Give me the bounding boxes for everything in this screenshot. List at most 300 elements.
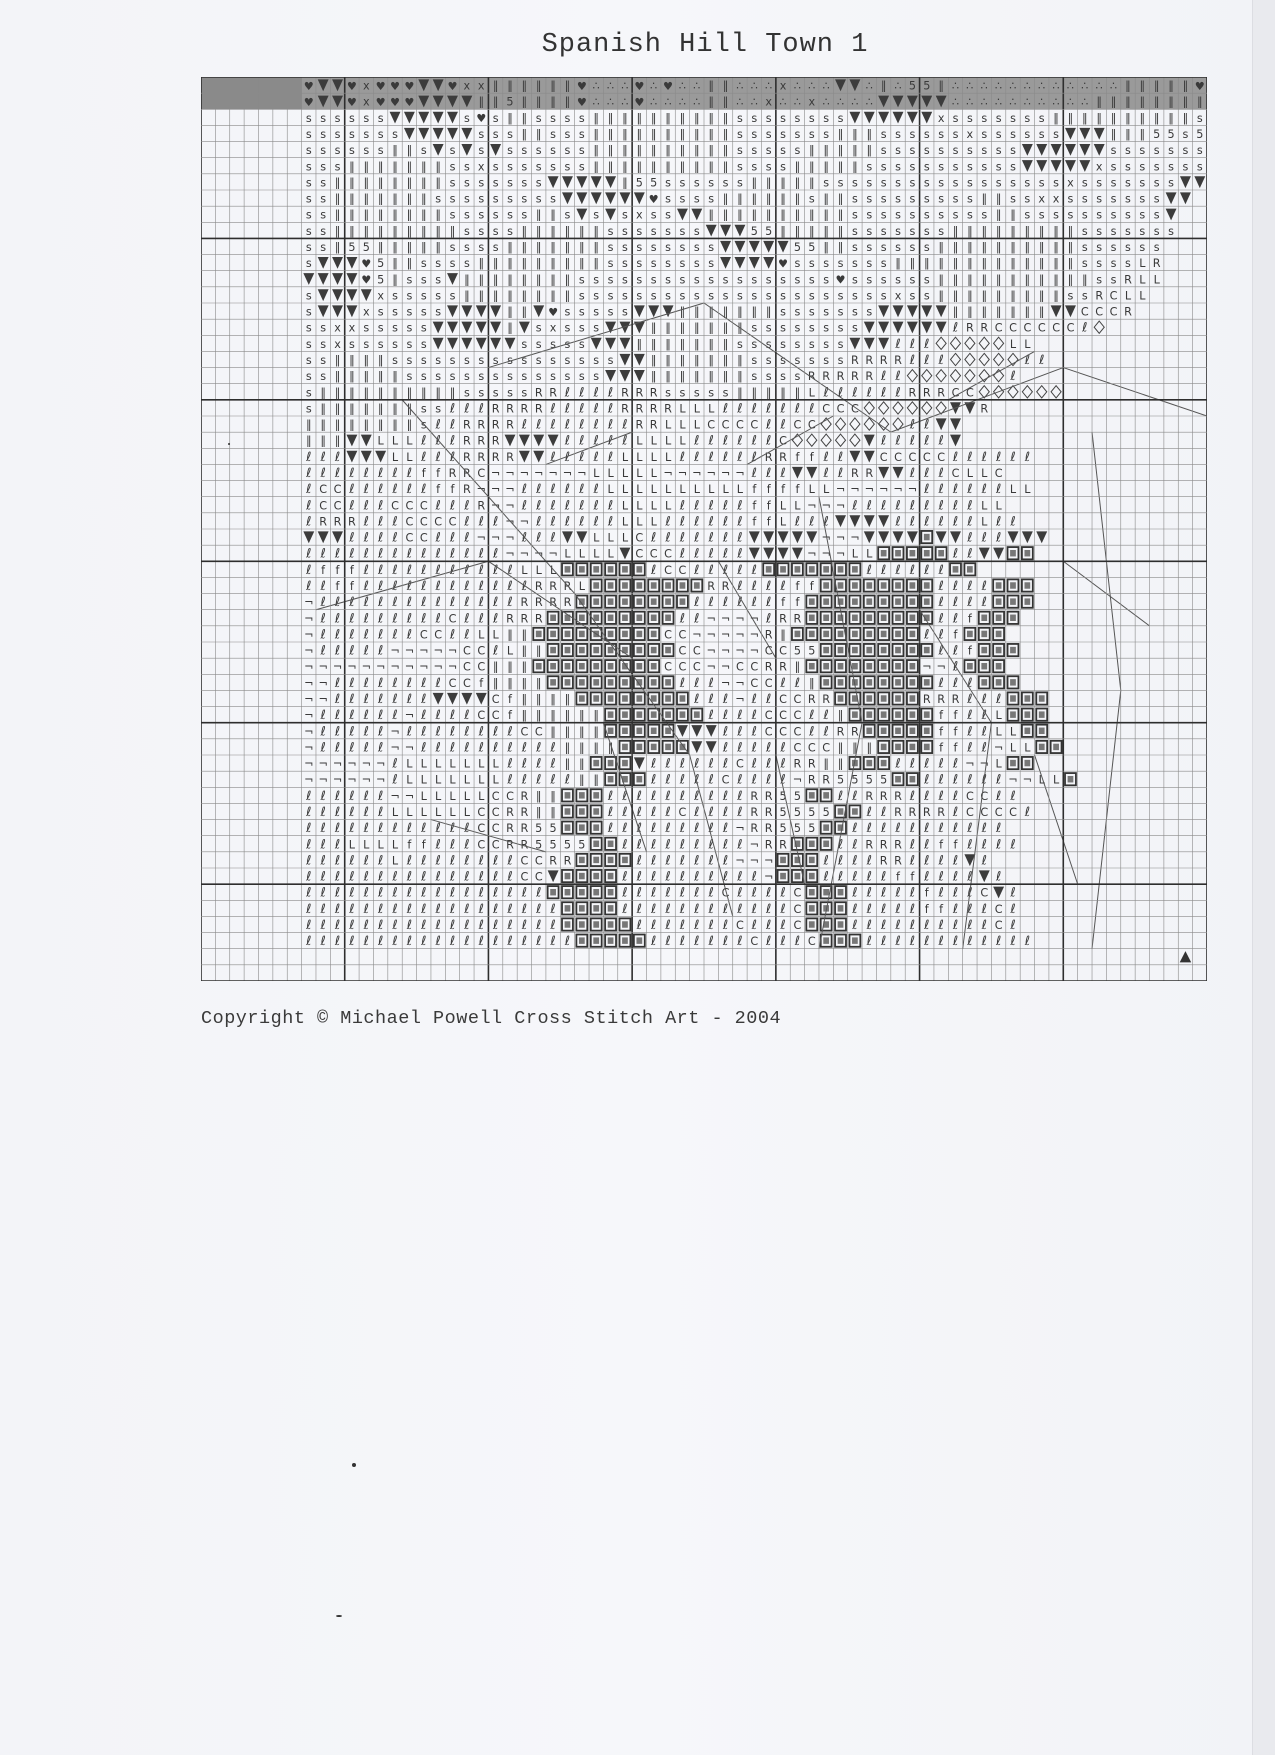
stitch-symbol: ℓ xyxy=(464,562,470,578)
stitch-symbol xyxy=(1039,728,1045,734)
stitch-symbol: ‖ xyxy=(521,257,528,271)
stitch-symbol xyxy=(579,889,585,895)
stitch-symbol: ℓ xyxy=(435,708,441,724)
stitch-symbol: R xyxy=(879,789,888,803)
stitch-symbol: ℓ xyxy=(737,595,743,611)
stitch-symbol: ℓ xyxy=(866,901,872,917)
stitch-symbol: ‖ xyxy=(550,725,556,739)
stitch-symbol: s xyxy=(420,273,427,287)
stitch-symbol: s xyxy=(363,337,370,351)
stitch-symbol: s xyxy=(665,208,671,222)
stitch-symbol xyxy=(593,841,599,847)
stitch-symbol xyxy=(809,792,815,798)
stitch-symbol: s xyxy=(851,176,858,190)
stitch-symbol xyxy=(879,402,889,414)
stitch-symbol: ℓ xyxy=(435,837,441,853)
stitch-symbol: ¬ xyxy=(749,854,759,868)
stitch-symbol: ℓ xyxy=(952,853,959,869)
stitch-symbol: s xyxy=(895,241,901,255)
stitch-symbol: ℓ xyxy=(636,885,642,901)
stitch-symbol: ℓ xyxy=(334,788,341,804)
stitch-symbol xyxy=(823,615,829,621)
stitch-symbol: ℓ xyxy=(665,514,671,530)
stitch-symbol: s xyxy=(593,305,600,319)
stitch-symbol: ℓ xyxy=(995,788,1002,804)
stitch-symbol: ‖ xyxy=(377,370,384,384)
stitch-symbol: ‖ xyxy=(607,741,614,755)
stitch-symbol: R xyxy=(894,354,902,368)
stitch-symbol xyxy=(922,370,932,382)
stitch-symbol xyxy=(823,679,829,685)
stitch-symbol: ℓ xyxy=(435,901,441,917)
stitch-symbol: ¬ xyxy=(763,870,774,884)
stitch-symbol: ℓ xyxy=(349,546,355,562)
stitch-symbol: s xyxy=(305,370,312,384)
stitch-symbol xyxy=(608,695,614,701)
stitch-symbol xyxy=(591,338,602,350)
stitch-symbol: ‖ xyxy=(334,434,341,448)
stitch-symbol: ℓ xyxy=(550,756,556,772)
stitch-symbol: s xyxy=(435,257,442,271)
stitch-symbol xyxy=(651,598,657,604)
stitch-symbol: R xyxy=(319,515,328,529)
stitch-symbol xyxy=(680,598,686,604)
stitch-symbol: ℓ xyxy=(722,401,729,417)
stitch-symbol: ℓ xyxy=(938,482,944,498)
stitch-symbol: ‖ xyxy=(967,241,973,255)
stitch-symbol xyxy=(519,435,530,447)
stitch-symbol: ‖ xyxy=(694,337,700,351)
stitch-symbol xyxy=(1051,144,1062,156)
stitch-symbol xyxy=(1010,550,1016,556)
stitch-symbol xyxy=(924,679,930,685)
stitch-symbol: ‖ xyxy=(406,386,413,400)
stitch-symbol: ℓ xyxy=(1010,918,1016,934)
stitch-symbol: ℓ xyxy=(737,449,743,465)
stitch-symbol xyxy=(866,631,872,637)
stitch-symbol: s xyxy=(737,128,743,142)
stitch-symbol: L xyxy=(478,789,485,803)
stitch-symbol: ℓ xyxy=(967,708,973,724)
stitch-symbol xyxy=(950,353,960,365)
stitch-symbol: L xyxy=(406,434,413,448)
stitch-symbol xyxy=(910,631,916,637)
stitch-symbol xyxy=(1010,679,1016,685)
stitch-symbol: C xyxy=(994,902,1003,916)
stitch-symbol: ∴ xyxy=(966,79,974,93)
stitch-symbol: L xyxy=(435,806,442,820)
stitch-symbol: ℓ xyxy=(809,708,815,724)
stitch-symbol: ‖ xyxy=(679,337,686,351)
stitch-symbol: s xyxy=(535,144,542,158)
stitch-symbol xyxy=(1166,209,1177,221)
stitch-symbol: ℓ xyxy=(406,627,413,643)
stitch-symbol: ‖ xyxy=(866,741,873,755)
stitch-symbol: s xyxy=(420,402,427,416)
stitch-symbol: s xyxy=(1139,176,1146,190)
stitch-symbol: ℓ xyxy=(507,740,513,756)
stitch-symbol: f xyxy=(421,467,426,481)
stitch-symbol: s xyxy=(507,354,513,368)
stitch-symbol: ℓ xyxy=(392,772,398,788)
stitch-symbol: ‖ xyxy=(794,192,801,206)
stitch-symbol: ℓ xyxy=(449,595,456,611)
stitch-symbol: ℓ xyxy=(622,805,628,821)
stitch-symbol: ♥ xyxy=(361,257,372,271)
stitch-symbol xyxy=(734,225,745,237)
stitch-symbol: ‖ xyxy=(349,370,355,384)
stitch-symbol: s xyxy=(909,176,916,190)
stitch-symbol: s xyxy=(550,160,557,174)
stitch-symbol xyxy=(447,322,458,334)
stitch-symbol: ‖ xyxy=(694,370,700,384)
stitch-symbol: ‖ xyxy=(636,128,643,142)
stitch-symbol: R xyxy=(822,693,831,707)
stitch-symbol: f xyxy=(967,612,972,626)
stitch-symbol xyxy=(361,451,372,463)
stitch-symbol xyxy=(809,905,815,911)
stitch-symbol xyxy=(361,289,372,301)
stitch-symbol: ℓ xyxy=(334,934,341,950)
stitch-symbol: R xyxy=(822,773,831,787)
stitch-symbol: s xyxy=(1096,176,1103,190)
stitch-symbol: C xyxy=(506,789,514,803)
stitch-symbol: s xyxy=(1081,224,1088,238)
stitch-symbol: ‖ xyxy=(607,144,614,158)
stitch-symbol: ‖ xyxy=(550,257,556,271)
stitch-symbol xyxy=(907,305,918,317)
stitch-symbol: ‖ xyxy=(708,305,714,319)
stitch-symbol: s xyxy=(1081,208,1088,222)
stitch-symbol: ℓ xyxy=(593,385,599,401)
stitch-symbol: ℓ xyxy=(924,482,930,498)
stitch-symbol: ¬ xyxy=(792,773,803,787)
stitch-symbol: L xyxy=(607,531,614,545)
stitch-symbol: ‖ xyxy=(1182,79,1189,93)
stitch-symbol xyxy=(533,451,544,463)
stitch-symbol: ℓ xyxy=(679,901,686,917)
stitch-symbol: ℓ xyxy=(521,740,528,756)
stitch-symbol: ‖ xyxy=(622,111,628,125)
stitch-symbol xyxy=(461,128,472,140)
stitch-symbol: ‖ xyxy=(1139,79,1146,93)
stitch-symbol: s xyxy=(794,337,801,351)
stitch-symbol: ℓ xyxy=(866,885,872,901)
stitch-symbol: ℓ xyxy=(406,724,413,740)
stitch-symbol: ℓ xyxy=(363,675,369,691)
stitch-symbol xyxy=(981,615,987,621)
stitch-symbol xyxy=(734,241,745,253)
stitch-symbol: s xyxy=(808,273,815,287)
stitch-symbol: s xyxy=(348,337,355,351)
stitch-symbol xyxy=(792,467,803,479)
stitch-symbol: s xyxy=(1024,111,1031,125)
stitch-symbol: ℓ xyxy=(679,821,686,837)
stitch-symbol: ‖ xyxy=(550,289,556,303)
stitch-symbol: ‖ xyxy=(334,418,341,432)
stitch-symbol xyxy=(634,192,645,204)
stitch-symbol: ℓ xyxy=(766,772,772,788)
stitch-symbol: ∴ xyxy=(894,79,902,93)
stitch-symbol xyxy=(763,531,774,543)
stitch-symbol xyxy=(550,679,556,685)
stitch-symbol: 5 xyxy=(793,241,801,255)
stitch-symbol: ℓ xyxy=(938,885,944,901)
stitch-symbol: ℓ xyxy=(306,466,312,482)
stitch-symbol: ℓ xyxy=(464,934,470,950)
stitch-symbol: ℓ xyxy=(421,579,427,595)
stitch-symbol: ℓ xyxy=(852,901,858,917)
stitch-symbol: ℓ xyxy=(536,901,542,917)
stitch-symbol: ∴ xyxy=(1038,95,1046,109)
stitch-symbol: C xyxy=(793,741,802,755)
stitch-symbol xyxy=(950,337,960,349)
stitch-symbol: ℓ xyxy=(995,837,1002,853)
stitch-symbol: C xyxy=(750,935,759,949)
stitch-symbol: ℓ xyxy=(766,401,772,417)
stitch-symbol: ℓ xyxy=(895,821,901,837)
stitch-symbol: ‖ xyxy=(823,757,829,771)
stitch-symbol: ℓ xyxy=(622,885,628,901)
stitch-symbol: s xyxy=(751,111,758,125)
stitch-symbol: ‖ xyxy=(995,289,1002,303)
stitch-symbol: s xyxy=(808,321,815,335)
stitch-symbol: ‖ xyxy=(349,224,355,238)
stitch-symbol: s xyxy=(737,160,743,174)
stitch-symbol: L xyxy=(420,806,427,820)
stitch-symbol xyxy=(608,937,614,943)
stitch-symbol: R xyxy=(477,450,486,464)
stitch-symbol: s xyxy=(866,208,873,222)
stitch-symbol: ∴ xyxy=(951,95,960,109)
stitch-symbol: R xyxy=(894,838,902,852)
stitch-symbol xyxy=(938,550,944,556)
stitch-symbol: ¬ xyxy=(304,596,314,610)
stitch-symbol: s xyxy=(650,224,657,238)
stitch-symbol: ℓ xyxy=(651,805,657,821)
stitch-symbol: ℓ xyxy=(421,546,427,562)
stitch-symbol: ¬ xyxy=(419,660,429,674)
stitch-symbol: ℓ xyxy=(981,482,987,498)
stitch-symbol xyxy=(636,582,642,588)
page-title: Spanish Hill Town 1 xyxy=(541,30,869,60)
stitch-symbol xyxy=(608,728,614,734)
stitch-symbol: f xyxy=(766,515,771,529)
stitch-symbol: s xyxy=(1182,128,1189,142)
stitch-symbol: s xyxy=(363,128,370,142)
stitch-symbol xyxy=(694,582,700,588)
stitch-symbol: x xyxy=(463,79,471,93)
stitch-symbol: ‖ xyxy=(995,273,1002,287)
stitch-symbol: s xyxy=(751,160,758,174)
stitch-symbol: ℓ xyxy=(679,772,686,788)
stitch-symbol: ‖ xyxy=(995,192,1002,206)
stitch-symbol: 5 xyxy=(563,838,572,852)
stitch-symbol: ‖ xyxy=(593,241,600,255)
stitch-symbol: ℓ xyxy=(320,918,326,934)
stitch-symbol: s xyxy=(406,273,413,287)
stitch-symbol: s xyxy=(622,289,628,303)
center-marker-icon xyxy=(1180,951,1191,962)
stitch-symbol xyxy=(1166,192,1177,204)
stitch-symbol: ℓ xyxy=(349,853,355,869)
stitch-symbol: ‖ xyxy=(866,144,873,158)
stitch-symbol: ℓ xyxy=(377,724,384,740)
stitch-symbol: R xyxy=(348,515,356,529)
stitch-symbol: ℓ xyxy=(536,498,542,514)
stitch-symbol: s xyxy=(1110,257,1117,271)
stitch-symbol: s xyxy=(492,386,499,400)
stitch-symbol: C xyxy=(678,660,687,674)
stitch-symbol: ‖ xyxy=(535,224,542,238)
stitch-symbol: ¬ xyxy=(735,612,745,626)
stitch-symbol: ℓ xyxy=(909,821,916,837)
stitch-symbol: s xyxy=(435,370,442,384)
stitch-symbol: s xyxy=(880,289,887,303)
stitch-symbol xyxy=(895,550,901,556)
stitch-symbol: s xyxy=(866,289,873,303)
stitch-symbol: ¬ xyxy=(404,709,415,723)
stitch-symbol: ℓ xyxy=(766,918,772,934)
stitch-symbol: R xyxy=(807,757,816,771)
stitch-symbol: ℓ xyxy=(492,562,499,578)
stitch-symbol xyxy=(680,711,686,717)
stitch-symbol: ℓ xyxy=(320,885,326,901)
stitch-symbol: ℓ xyxy=(550,740,556,756)
stitch-symbol: ℓ xyxy=(593,417,599,433)
stitch-symbol xyxy=(823,824,829,830)
stitch-symbol: ℓ xyxy=(665,837,671,853)
stitch-symbol: ℓ xyxy=(694,449,700,465)
stitch-symbol: ℓ xyxy=(852,385,858,401)
stitch-symbol: ℓ xyxy=(421,611,427,627)
stitch-symbol xyxy=(490,338,501,350)
stitch-symbol: ℓ xyxy=(708,805,714,821)
stitch-symbol xyxy=(893,531,904,543)
stitch-symbol xyxy=(893,402,903,414)
stitch-symbol: ℓ xyxy=(938,643,944,659)
stitch-symbol: 5 xyxy=(650,176,658,190)
stitch-symbol: 5 xyxy=(535,838,543,852)
stitch-symbol: R xyxy=(520,822,529,836)
stitch-symbol: C xyxy=(419,531,428,545)
stitch-symbol: C xyxy=(750,660,759,674)
stitch-symbol: s xyxy=(305,337,312,351)
stitch-symbol: x xyxy=(362,79,370,93)
stitch-symbol: s xyxy=(765,321,772,335)
stitch-symbol: ∴ xyxy=(1095,79,1103,93)
stitch-symbol: ‖ xyxy=(1024,273,1031,287)
stitch-symbol: ℓ xyxy=(952,788,959,804)
stitch-symbol: R xyxy=(549,386,557,400)
stitch-symbol: R xyxy=(750,789,759,803)
stitch-symbol: ♥ xyxy=(375,79,386,93)
stitch-symbol: ℓ xyxy=(349,611,355,627)
stitch-symbol: ‖ xyxy=(492,257,499,271)
stitch-symbol: ℓ xyxy=(507,756,513,772)
stitch-symbol: ‖ xyxy=(579,224,585,238)
stitch-symbol: ‖ xyxy=(334,386,341,400)
stitch-symbol: ℓ xyxy=(909,901,916,917)
stitch-symbol: ℓ xyxy=(392,530,398,546)
stitch-symbol: ℓ xyxy=(492,514,499,530)
stitch-symbol xyxy=(579,566,585,572)
stitch-symbol: ‖ xyxy=(650,354,657,368)
stitch-symbol: L xyxy=(492,773,499,787)
stitch-symbol: ‖ xyxy=(722,160,729,174)
stitch-symbol: ℓ xyxy=(579,433,585,449)
stitch-symbol: L xyxy=(966,467,973,481)
stitch-symbol: ℓ xyxy=(967,498,973,514)
stitch-symbol: ‖ xyxy=(507,660,513,674)
stitch-symbol: L xyxy=(621,499,629,513)
stitch-symbol: s xyxy=(636,273,643,287)
stitch-symbol: 5 xyxy=(549,838,557,852)
stitch-symbol: C xyxy=(1052,321,1061,335)
stitch-symbol: s xyxy=(1139,241,1146,255)
stitch-symbol: s xyxy=(1010,176,1016,190)
stitch-symbol: f xyxy=(953,709,958,723)
stitch-symbol: s xyxy=(909,144,916,158)
stitch-symbol: ‖ xyxy=(636,111,643,125)
stitch-symbol: ℓ xyxy=(550,449,556,465)
stitch-symbol: R xyxy=(520,596,529,610)
stitch-symbol: ℓ xyxy=(967,934,973,950)
stitch-symbol: ‖ xyxy=(938,79,944,93)
stitch-symbol xyxy=(1024,760,1030,766)
stitch-symbol xyxy=(576,176,587,188)
stitch-symbol: ℓ xyxy=(967,546,973,562)
stitch-symbol: ℓ xyxy=(363,692,369,708)
stitch-symbol xyxy=(866,647,872,653)
stitch-symbol: ℓ xyxy=(1024,805,1031,821)
stitch-symbol xyxy=(996,631,1002,637)
stitch-symbol: s xyxy=(320,192,327,206)
stitch-symbol: ℓ xyxy=(708,498,714,514)
stitch-symbol: s xyxy=(550,370,557,384)
stitch-symbol xyxy=(895,631,901,637)
stitch-symbol: C xyxy=(779,725,787,739)
stitch-symbol: ∴ xyxy=(592,95,600,109)
stitch-symbol: C xyxy=(965,386,974,400)
stitch-symbol: L xyxy=(564,547,571,561)
stitch-symbol: ℓ xyxy=(435,595,441,611)
stitch-symbol: ℓ xyxy=(938,788,944,804)
stitch-symbol: ‖ xyxy=(392,402,398,416)
stitch-symbol xyxy=(749,241,760,253)
stitch-symbol xyxy=(490,144,501,156)
stitch-symbol: s xyxy=(1139,208,1146,222)
stitch-symbol xyxy=(619,370,630,382)
stitch-symbol: s xyxy=(679,257,686,271)
stitch-symbol: ℓ xyxy=(478,740,484,756)
stitch-symbol: ‖ xyxy=(363,402,370,416)
stitch-symbol: ¬ xyxy=(375,757,386,771)
stitch-symbol: s xyxy=(607,354,614,368)
stitch-symbol: ℓ xyxy=(507,772,513,788)
stitch-symbol: s xyxy=(1110,144,1117,158)
stitch-symbol: C xyxy=(822,741,831,755)
stitch-symbol: L xyxy=(794,499,801,513)
stitch-symbol xyxy=(895,679,901,685)
stitch-symbol: s xyxy=(880,224,887,238)
stitch-symbol: ‖ xyxy=(981,289,988,303)
stitch-symbol: ℓ xyxy=(449,433,456,449)
stitch-symbol: ‖ xyxy=(1125,111,1131,125)
stitch-symbol xyxy=(1065,128,1076,140)
stitch-symbol xyxy=(565,808,571,814)
stitch-symbol: ℓ xyxy=(852,869,858,885)
